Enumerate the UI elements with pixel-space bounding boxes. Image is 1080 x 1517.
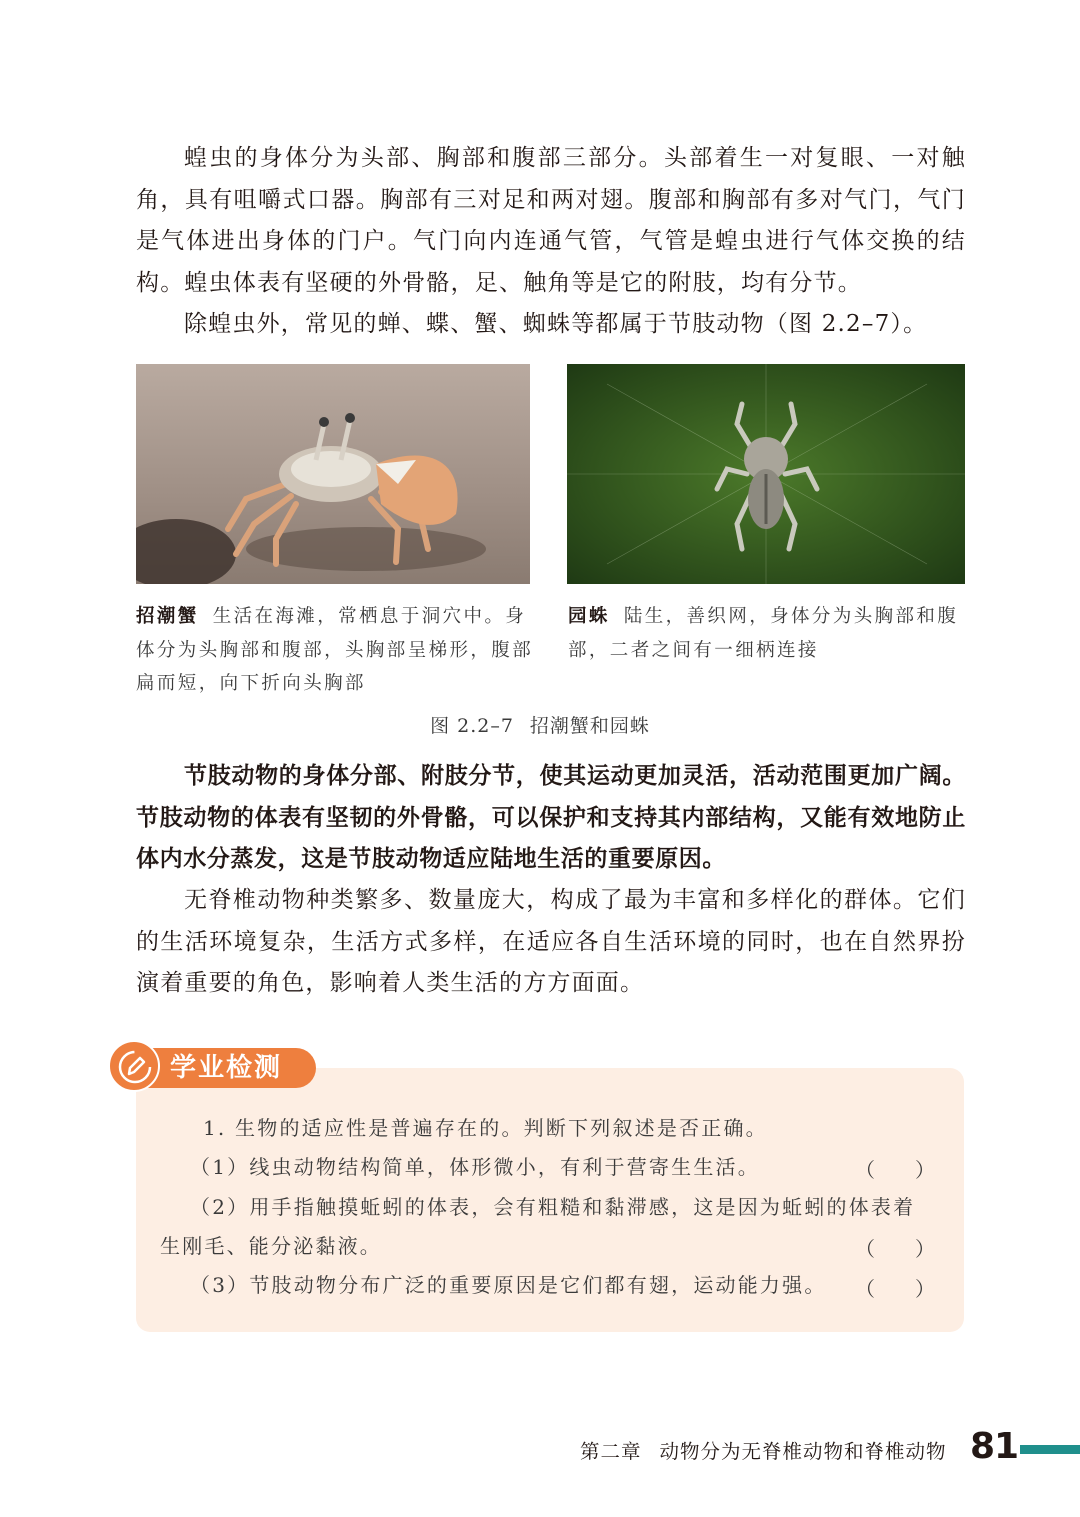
question-1-item-3: （3）节肢动物分布广泛的重要原因是它们都有翅，运动能力强。 bbox=[190, 1273, 827, 1297]
question-1-item-2-cont: 生刚毛、能分泌黏液。 bbox=[160, 1234, 382, 1258]
figure-title bbox=[0, 711, 1080, 738]
pencil-icon bbox=[116, 1048, 154, 1086]
paragraph-arthropod-features: 节肢动物的身体分部、附肢分节，使其运动更加灵活，活动范围更加广阔。节肢动物的体表有坚韧的外骨骼，可以保护和支持其内部结构，又能有效地防止体内水分蒸发，这是节肢动物适应陆地生活的重要原因。 bbox=[136, 763, 966, 872]
page-number: 81 bbox=[970, 1426, 1019, 1467]
exercise-heading: 学业检测 bbox=[170, 1053, 283, 1083]
chapter-title: 动物分为无脊椎动物和脊椎动物 bbox=[659, 1440, 947, 1463]
paragraph-invertebrate-diversity: 无脊椎动物种类繁多、数量庞大，构成了最为丰富和多样化的群体。它们的生活环境复杂，生活方式多样，在适应各自生活环境的同时，也在自然界扮演着重要的角色，影响着人类生活的方方面面。 bbox=[136, 887, 966, 996]
question-1: 1. 生物的适应性是普遍存在的。判断下列叙述是否正确。 bbox=[203, 1116, 768, 1140]
paragraph-locust: 蝗虫的身体分为头部、胸部和腹部三部分。头部着生一对复眼、一对触角，具有咀嚼式口器。胸部有三对足和两对翅。腹部和胸部有多对气门，气门是气体进出身体的门户。气门向内连通气管，气管是蝗虫进行气体交换的结构。蝗虫体表有坚硬的外骨骼，足、触角等是它的附肢，均有分节。 bbox=[136, 145, 966, 296]
answer-blank-3[interactable]: （ ） bbox=[855, 1277, 935, 1301]
question-1-item-1: （1）线虫动物结构简单，体形微小，有利于营寄生生活。 bbox=[190, 1155, 760, 1179]
badge-circle bbox=[108, 1040, 160, 1092]
spider-caption bbox=[568, 600, 968, 667]
crab-caption-text: 生活在海滩，常栖息于洞穴中。身体分为头胸部和腹部，头胸部呈梯形，腹部扁而短，向下折向头胸部 bbox=[136, 606, 534, 694]
question-1-item-2: （2）用手指触摸蚯蚓的体表，会有粗糙和黏滞感，这是因为蚯蚓的体表着 bbox=[190, 1195, 916, 1219]
footer-accent-bar bbox=[1020, 1445, 1080, 1454]
figure-caption-title: 招潮蟹和园蛛 bbox=[529, 715, 650, 737]
garden-spider-photo bbox=[567, 364, 965, 584]
crab-caption bbox=[136, 600, 546, 701]
spider-caption-name: 园蛛 bbox=[568, 606, 610, 627]
paragraph-arthropod-examples: 除蝗虫外，常见的蝉、蝶、蟹、蜘蛛等都属于节肢动物（图 2.2–7）。 bbox=[184, 311, 928, 337]
answer-blank-2[interactable]: （ ） bbox=[855, 1237, 935, 1261]
footer-chapter bbox=[580, 1436, 947, 1464]
exercise-badge bbox=[108, 1040, 318, 1092]
spider-caption-text: 陆生，善织网，身体分为头胸部和腹部，二者之间有一细柄连接 bbox=[568, 606, 959, 661]
answer-blank-1[interactable]: （ ） bbox=[855, 1158, 935, 1182]
fiddler-crab-photo bbox=[136, 364, 530, 584]
figure-number: 图 2.2–7 bbox=[430, 715, 514, 737]
crab-caption-name: 招潮蟹 bbox=[136, 606, 199, 627]
chapter-label: 第二章 bbox=[580, 1440, 642, 1463]
